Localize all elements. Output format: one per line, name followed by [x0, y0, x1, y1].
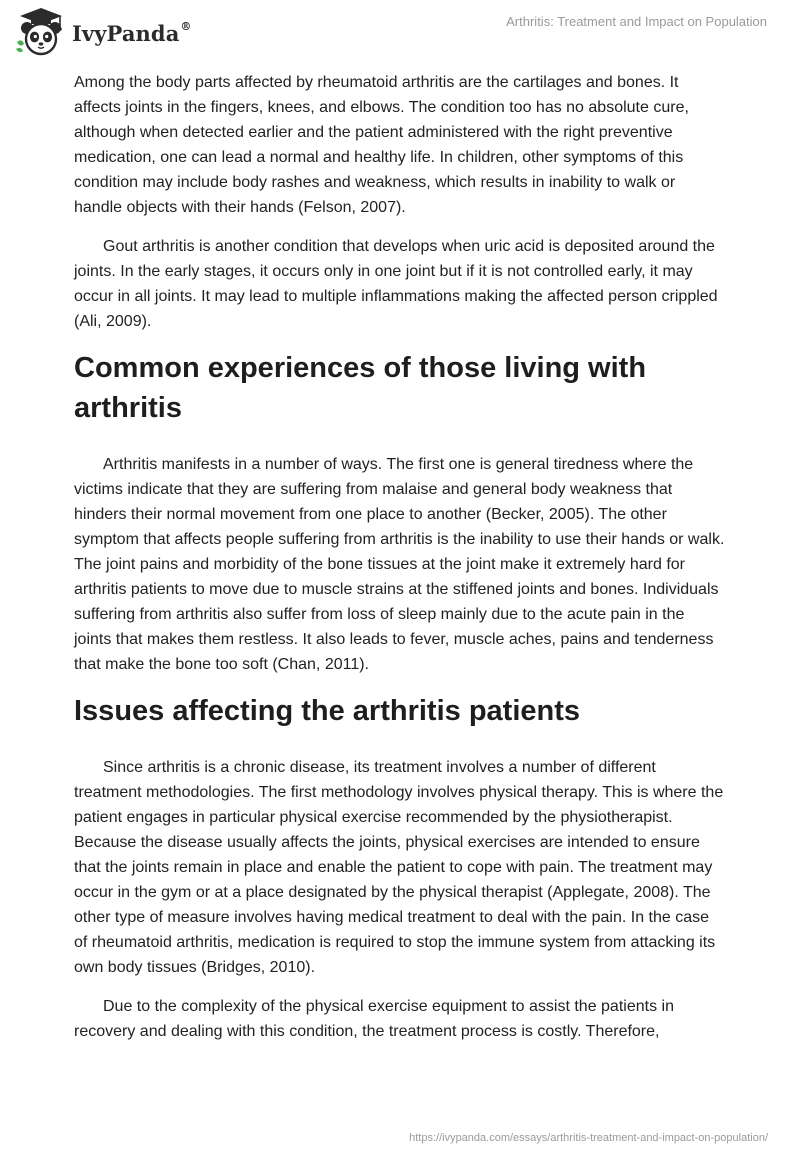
- paragraph: Since arthritis is a chronic disease, its treatment involves a number of different treatment methodologies. The first methodology involves physical therapy. This is where the patient engages in particular physical exercise recommended by the physiotherapist. Because the disease usually affects the joints, physical exercises are intended to ensure that the joints remain in place and enable the patient to cope with pain. The treatment may occur in the gym or at a place designated by the physical therapist (Applegate, 2008). The other type of measure involves having medical treatment to deal with the pain. In the case of rheumatoid arthritis, medication is required to stop the immune system from attacking its own body tissues (Bridges, 2010).: [74, 759, 724, 976]
- paragraph: Gout arthritis is another condition that develops when uric acid is deposited around the joints. In the early stages, it occurs only in one joint but if it is not controlled early, it may occur in all joints. It may lead to multiple inflammations making the affected person crippled (Ali, 2009).: [74, 238, 718, 330]
- paragraph: Due to the complexity of the physical exercise equipment to assist the patients in recovery and dealing with this condition, the treatment process is costly. Therefore,: [74, 998, 674, 1040]
- paragraph: Among the body parts affected by rheumatoid arthritis are the cartilages and bones. It affects joints in the fingers, knees, and elbows. The condition too has no absolute cure, although when detected earlier and the patient administered with the right preventive medication, one can lead a normal and healthy life. In children, other symptoms of this condition may include body rashes and weakness, which results in inability to walk or handle objects with their hands (Felson, 2007).: [74, 74, 689, 216]
- source-url[interactable]: https://ivypanda.com/essays/arthritis-treatment-and-impact-on-population/: [409, 1132, 768, 1144]
- section-heading: Common experiences of those living with arthritis: [74, 352, 647, 424]
- article-body: [74, 70, 726, 1058]
- brand-name: IvyPanda®: [72, 19, 192, 46]
- panda-graduate-icon: [12, 6, 70, 58]
- ivypanda-logo[interactable]: [12, 6, 192, 58]
- page-header: [0, 0, 800, 64]
- registered-mark: ®: [180, 19, 192, 33]
- section-heading: Issues affecting the arthritis patients: [74, 695, 581, 727]
- document-title: Arthritis: Treatment and Impact on Population: [506, 14, 767, 29]
- paragraph: Arthritis manifests in a number of ways. The first one is general tiredness where the victims indicate that they are suffering from malaise and general body weakness that hinders their normal movement from one place to another (Becker, 2005). The other symptom that affects people suffering from arthritis is the inability to use their hands or walk. The joint pains and morbidity of the bone tissues at the joint make it extremely hard for arthritis patients to move due to muscle strains at the stiffened joints and bones. Individuals suffering from arthritis also suffer from loss of sleep mainly due to the acute pain in the joints that makes them restless. It also leads to fever, muscle aches, pains and tenderness that make the bone too soft (Chan, 2011).: [74, 456, 725, 673]
